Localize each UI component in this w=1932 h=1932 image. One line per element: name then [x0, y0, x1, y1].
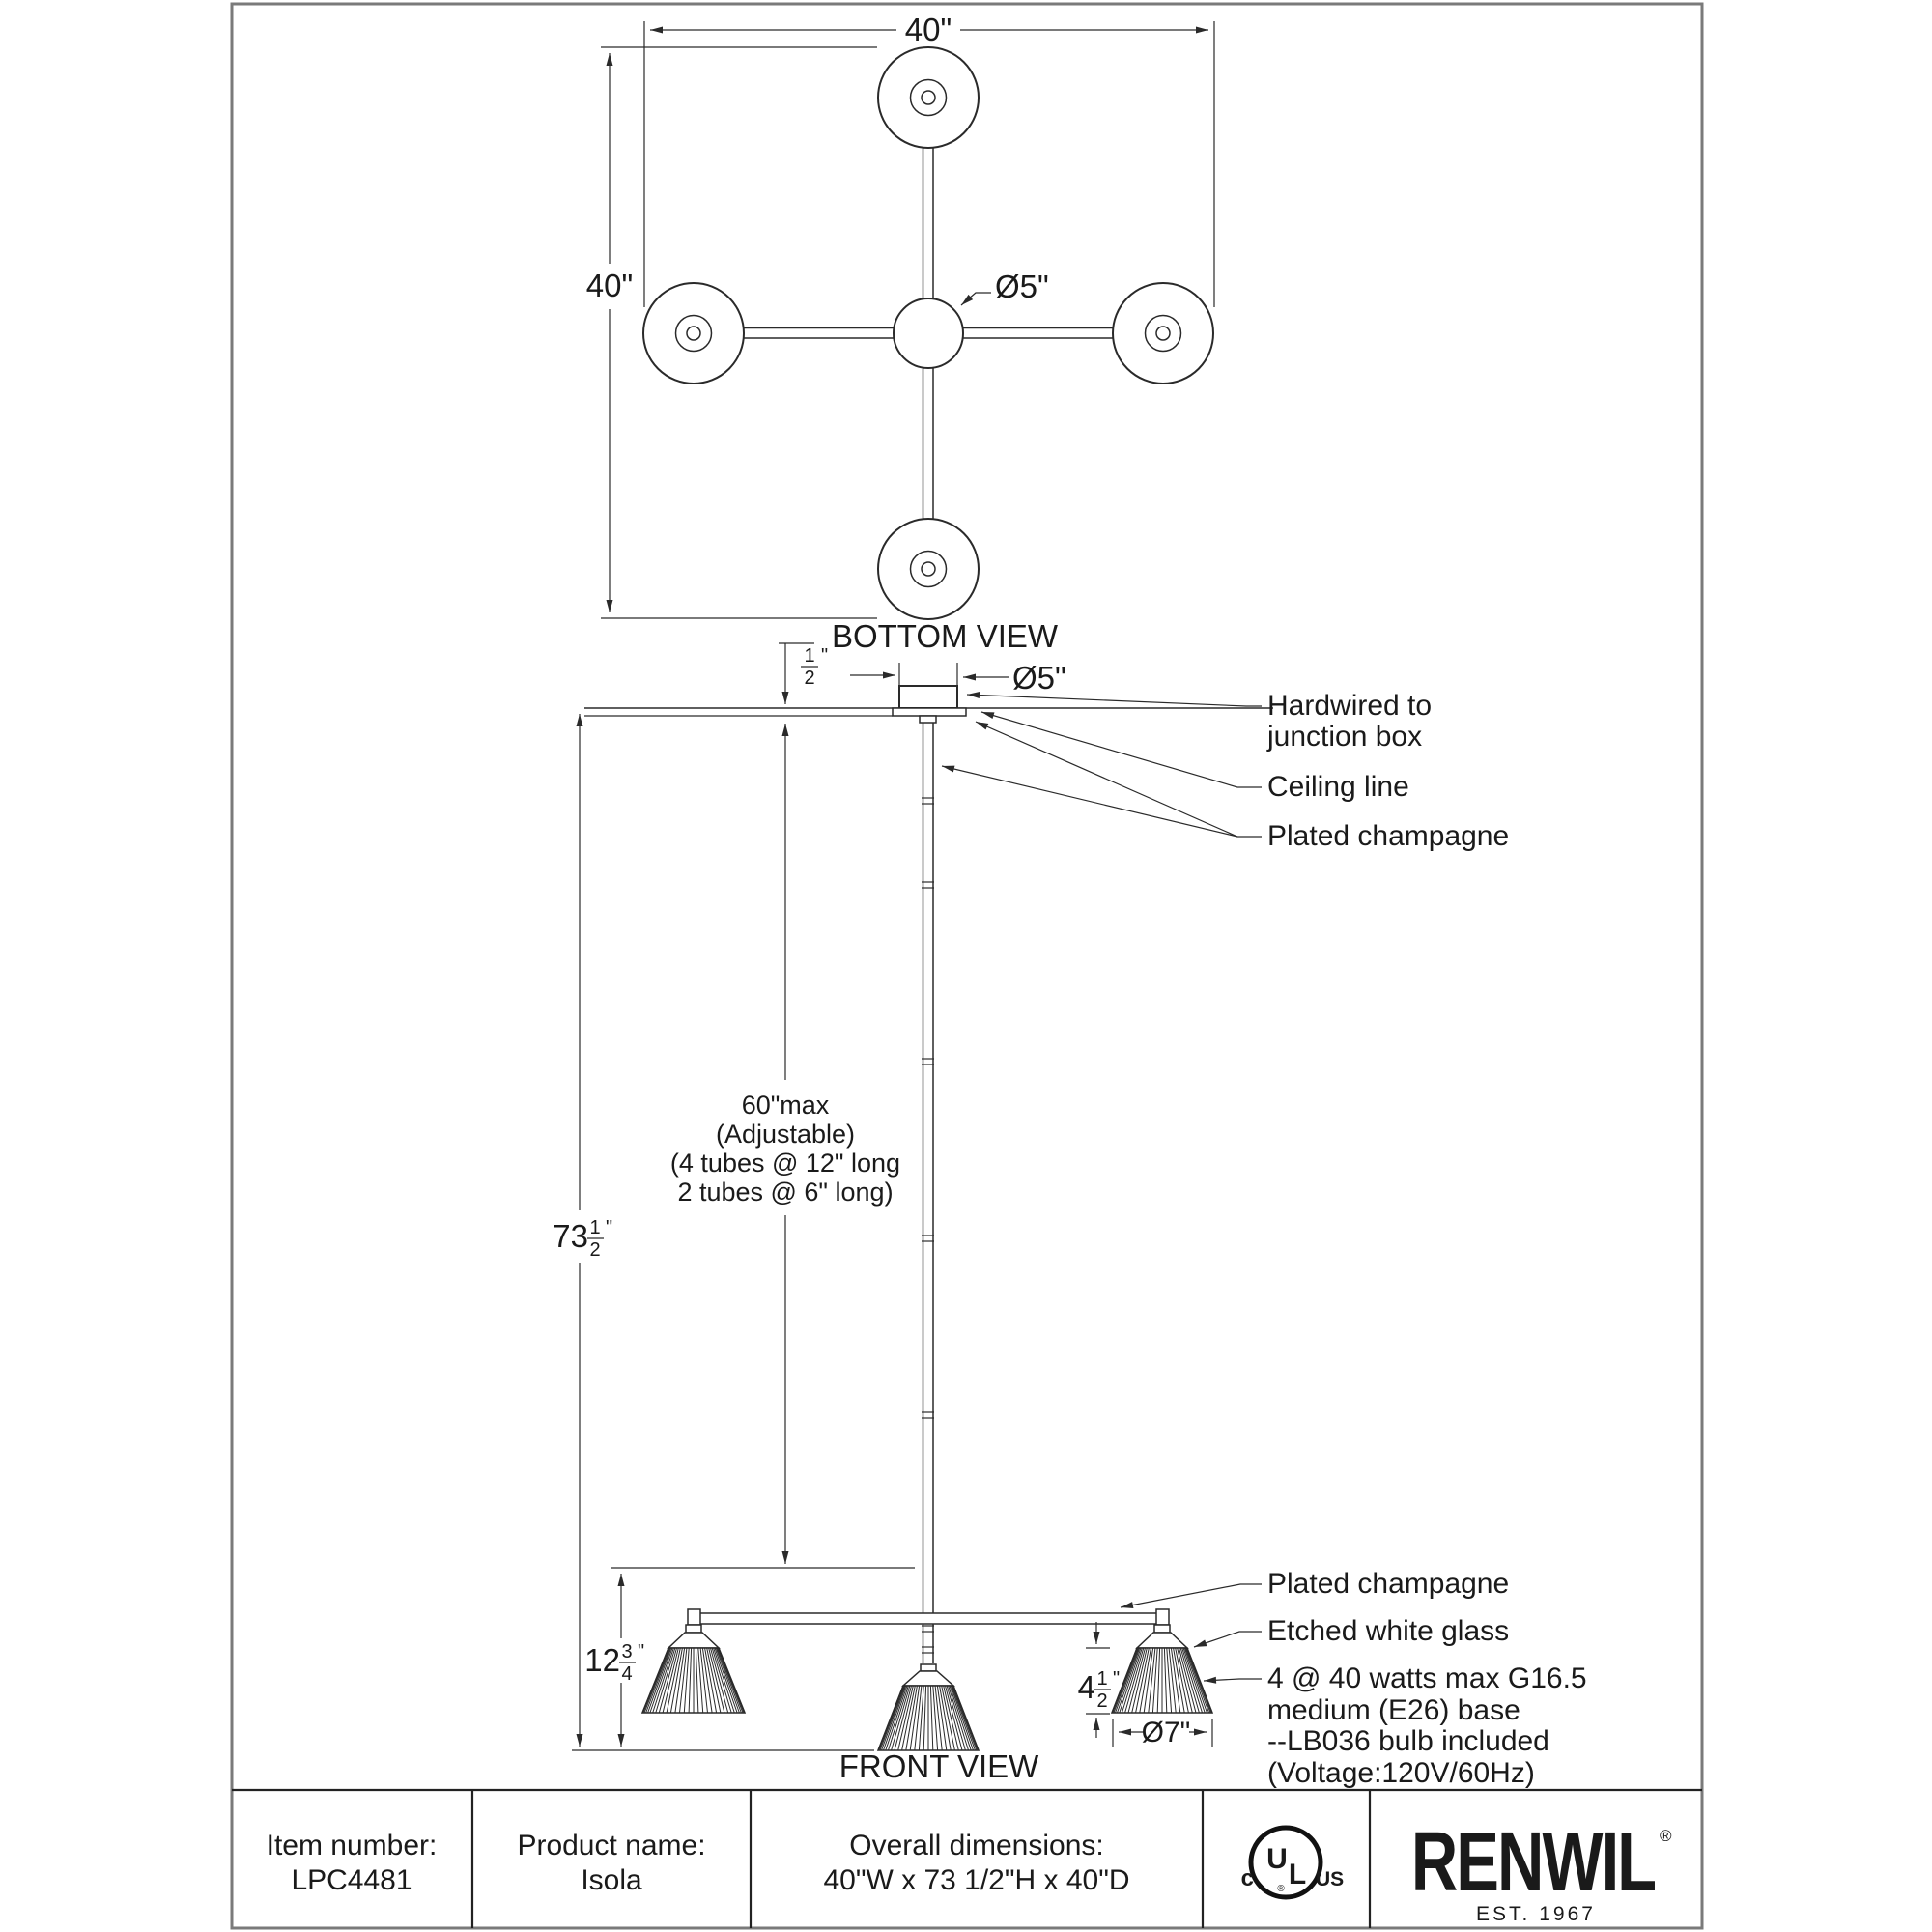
- overall-dimensions-value: 40"W x 73 1/2"H x 40"D: [823, 1864, 1130, 1896]
- drop-dim-den: 4: [621, 1663, 633, 1685]
- ul-canada-mark: c: [1240, 1865, 1254, 1891]
- drop-dim-num: 3: [621, 1641, 633, 1662]
- shade-height-whole: 4: [1077, 1669, 1095, 1705]
- callout-hardwired-line1: Hardwired to: [1267, 690, 1433, 722]
- callout-etched-glass: Etched white glass: [1267, 1615, 1510, 1647]
- shade-dia-dim: Ø7": [1141, 1717, 1191, 1748]
- callout-bulb-line1: 4 @ 40 watts max G16.5: [1267, 1662, 1587, 1694]
- bottom-view-shade-bottom: [878, 519, 979, 619]
- bottom-view-canopy: [894, 298, 963, 368]
- product-name-value: Isola: [581, 1864, 642, 1896]
- callout-bulb-line3: --LB036 bulb included: [1267, 1725, 1549, 1757]
- bottom-view-shade-top: [878, 47, 979, 148]
- front-view-stem: [922, 723, 934, 1663]
- height-dim-73half: [553, 1217, 612, 1261]
- callout-leader-lines: [942, 695, 1262, 1681]
- bottom-view-shade-right: [1113, 283, 1213, 384]
- shade-height-dim: [1078, 1668, 1120, 1712]
- ul-letter-l: L: [1288, 1859, 1307, 1890]
- bottom-view-title: BOTTOM VIEW: [831, 618, 1059, 654]
- adjustable-note: [670, 1091, 900, 1207]
- bottom-view-shade-left: [643, 283, 744, 384]
- bottom-view-width-dim: 40": [904, 12, 952, 47]
- ul-us-mark: US: [1316, 1868, 1345, 1890]
- shade-height-num: 1: [1096, 1668, 1108, 1690]
- shade-height-unit: ": [1113, 1668, 1121, 1690]
- item-number-value: LPC4481: [291, 1864, 412, 1896]
- drop-dim-whole: 12: [584, 1642, 620, 1678]
- half-inch-den: 2: [804, 668, 815, 689]
- half-inch-unit: ": [821, 645, 829, 667]
- product-name-label: Product name:: [517, 1830, 706, 1861]
- front-view-shade-right: [1112, 1625, 1212, 1713]
- drop-dim-12threequarter: [584, 1641, 644, 1685]
- callout-ceiling-line: Ceiling line: [1267, 771, 1409, 803]
- height-dim-whole: 73: [553, 1218, 588, 1254]
- title-block: [232, 1790, 1702, 1928]
- ul-letter-u: U: [1266, 1843, 1288, 1875]
- item-number-label: Item number:: [266, 1830, 438, 1861]
- callout-plated-champagne-bottom: Plated champagne: [1267, 1568, 1510, 1600]
- adjustable-note-line3: (4 tubes @ 12" long: [669, 1149, 901, 1178]
- adjustable-note-line4: 2 tubes @ 6" long): [677, 1178, 894, 1207]
- brand-registered-mark: ®: [1660, 1827, 1672, 1845]
- bottom-view-depth-dim: 40": [585, 268, 634, 303]
- brand-logo: [1411, 1816, 1672, 1925]
- callout-plated-champagne-top: Plated champagne: [1267, 820, 1510, 852]
- shade-height-den: 2: [1096, 1690, 1108, 1712]
- half-inch-dim: [801, 645, 828, 689]
- ul-certification-icon: [1241, 1828, 1345, 1897]
- height-dim-unit: ": [606, 1217, 613, 1238]
- callout-hardwired-line2: junction box: [1267, 721, 1423, 753]
- front-canopy-dia: Ø5": [1012, 660, 1066, 696]
- bottom-view-canopy-dia: Ø5": [995, 269, 1049, 304]
- height-dim-num: 1: [589, 1217, 601, 1238]
- height-dim-den: 2: [589, 1239, 601, 1261]
- overall-dimensions-label: Overall dimensions:: [849, 1830, 1104, 1861]
- front-view-title: FRONT VIEW: [838, 1748, 1039, 1784]
- front-view-canopy: [893, 686, 966, 723]
- brand-established: EST. 1967: [1476, 1903, 1596, 1925]
- callout-bulb-line2: medium (E26) base: [1267, 1694, 1520, 1726]
- drop-dim-unit: ": [638, 1641, 645, 1662]
- front-view-callouts: [1266, 690, 1587, 1789]
- adjustable-note-line2: (Adjustable): [715, 1120, 856, 1149]
- brand-wordmark: RENWIL: [1410, 1815, 1656, 1910]
- callout-bulb-line4: (Voltage:120V/60Hz): [1267, 1757, 1535, 1789]
- front-view-shade-center: [878, 1664, 979, 1750]
- adjustable-note-line1: 60"max: [741, 1091, 830, 1120]
- ul-registered-mark: ®: [1277, 1884, 1285, 1894]
- half-inch-num: 1: [804, 645, 815, 667]
- front-view-shade-left: [642, 1625, 745, 1713]
